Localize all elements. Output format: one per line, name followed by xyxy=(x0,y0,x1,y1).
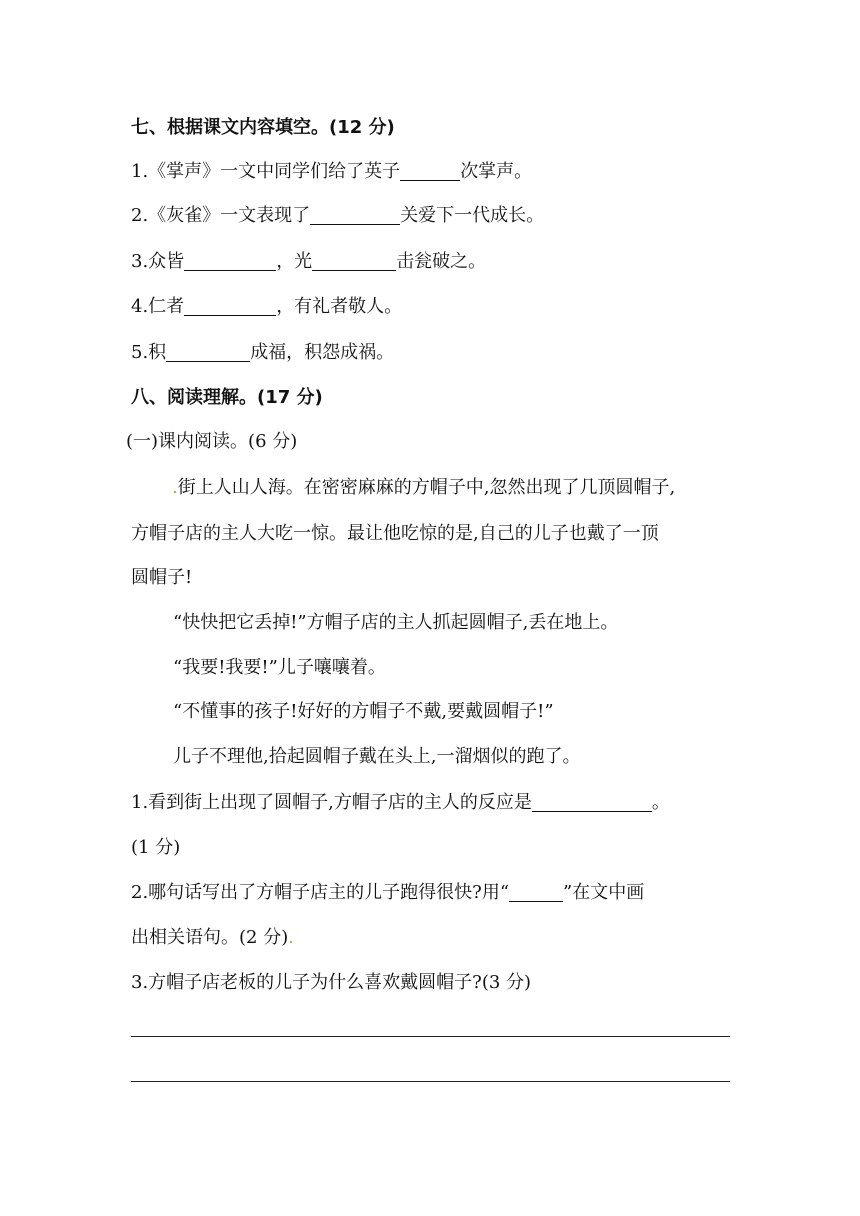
question-2-line2 xyxy=(131,926,294,950)
fill-item-4 xyxy=(131,295,402,319)
fill-item-2 xyxy=(131,204,544,228)
fill-item-3 xyxy=(131,250,486,274)
passage-p5: 儿子不理他,拾起圆帽子戴在头上,一溜烟似的跑了。 xyxy=(173,746,581,767)
passage-p2: “快快把它丢掉!”方帽子店的主人抓起圆帽子,丢在地上。 xyxy=(173,612,619,633)
fill-item-4-before: 4.仁者 xyxy=(131,296,185,317)
section-8-title: 八、阅读理解。(17 分) xyxy=(131,387,323,408)
question-1-line1 xyxy=(131,791,670,815)
question-2-text-end: ”在文中画 xyxy=(563,882,645,903)
answer-line-2[interactable] xyxy=(131,1081,730,1082)
fill-blank-2[interactable] xyxy=(310,204,400,225)
section-7-title: 七、根据课文内容填空。(12 分) xyxy=(131,117,395,138)
question-2-underline-sample xyxy=(509,881,563,902)
fill-item-3-before: 3.众皆 xyxy=(131,251,185,272)
fill-item-5-after: 成福，积怨成祸。 xyxy=(250,342,395,363)
fill-blank-4[interactable] xyxy=(184,295,276,316)
fill-item-1 xyxy=(131,160,532,184)
yellow-mark-icon-2: . xyxy=(288,927,294,948)
fill-item-3-after: 击瓮破之。 xyxy=(396,251,487,272)
passage-p1-line3: 圆帽子! xyxy=(131,567,193,588)
passage-p1-line1-text: 街上人山人海。在密密麻麻的方帽子中,忽然出现了几顶圆帽子, xyxy=(177,477,676,498)
question-3: 3.方帽子店老板的儿子为什么喜欢戴圆帽子?(3 分) xyxy=(131,972,532,993)
fill-item-2-after: 关爱下一代成长。 xyxy=(400,205,545,226)
fill-item-1-after: 次掌声。 xyxy=(460,161,533,182)
fill-item-2-before: 2.《灰雀》一文表现了 xyxy=(131,205,311,226)
question-1-line2: (1 分) xyxy=(131,837,181,858)
answer-line-1[interactable] xyxy=(131,1036,730,1037)
question-2-text: 2.哪句话写出了方帽子店主的儿子跑得很快?用“ xyxy=(131,882,510,903)
fill-blank-3a[interactable] xyxy=(184,250,276,271)
yellow-mark-icon: . xyxy=(172,477,178,498)
passage-p1-line1 xyxy=(172,476,675,500)
passage-p4: “不懂事的孩子!好好的方帽子不戴,要戴圆帽子!” xyxy=(173,701,554,722)
fill-item-4-after: ，有礼者敬人。 xyxy=(276,296,403,317)
fill-item-5-before: 5.积 xyxy=(131,342,167,363)
fill-blank-5[interactable] xyxy=(166,341,250,362)
passage-p1-line2: 方帽子店的主人大吃一惊。最让他吃惊的是,自己的儿子也戴了一顶 xyxy=(131,523,659,544)
question-1-end: 。 xyxy=(651,792,670,813)
fill-blank-1[interactable] xyxy=(400,160,460,181)
fill-item-1-before: 1.《掌声》一文中同学们给了英子 xyxy=(131,161,401,182)
question-2-line2-text: 出相关语句。(2 分) xyxy=(131,927,289,948)
question-2-line1 xyxy=(131,881,644,905)
question-1-blank[interactable] xyxy=(532,791,652,812)
fill-blank-3b[interactable] xyxy=(312,250,396,271)
fill-item-5 xyxy=(131,341,394,365)
fill-item-3-middle: ，光 xyxy=(276,251,313,272)
question-1-text: 1.看到街上出现了圆帽子,方帽子店的主人的反应是 xyxy=(131,792,532,813)
passage-p3: “我要!我要!”儿子嚷嚷着。 xyxy=(173,657,386,678)
section-8-subtitle: (一)课内阅读。(6 分) xyxy=(126,431,298,452)
